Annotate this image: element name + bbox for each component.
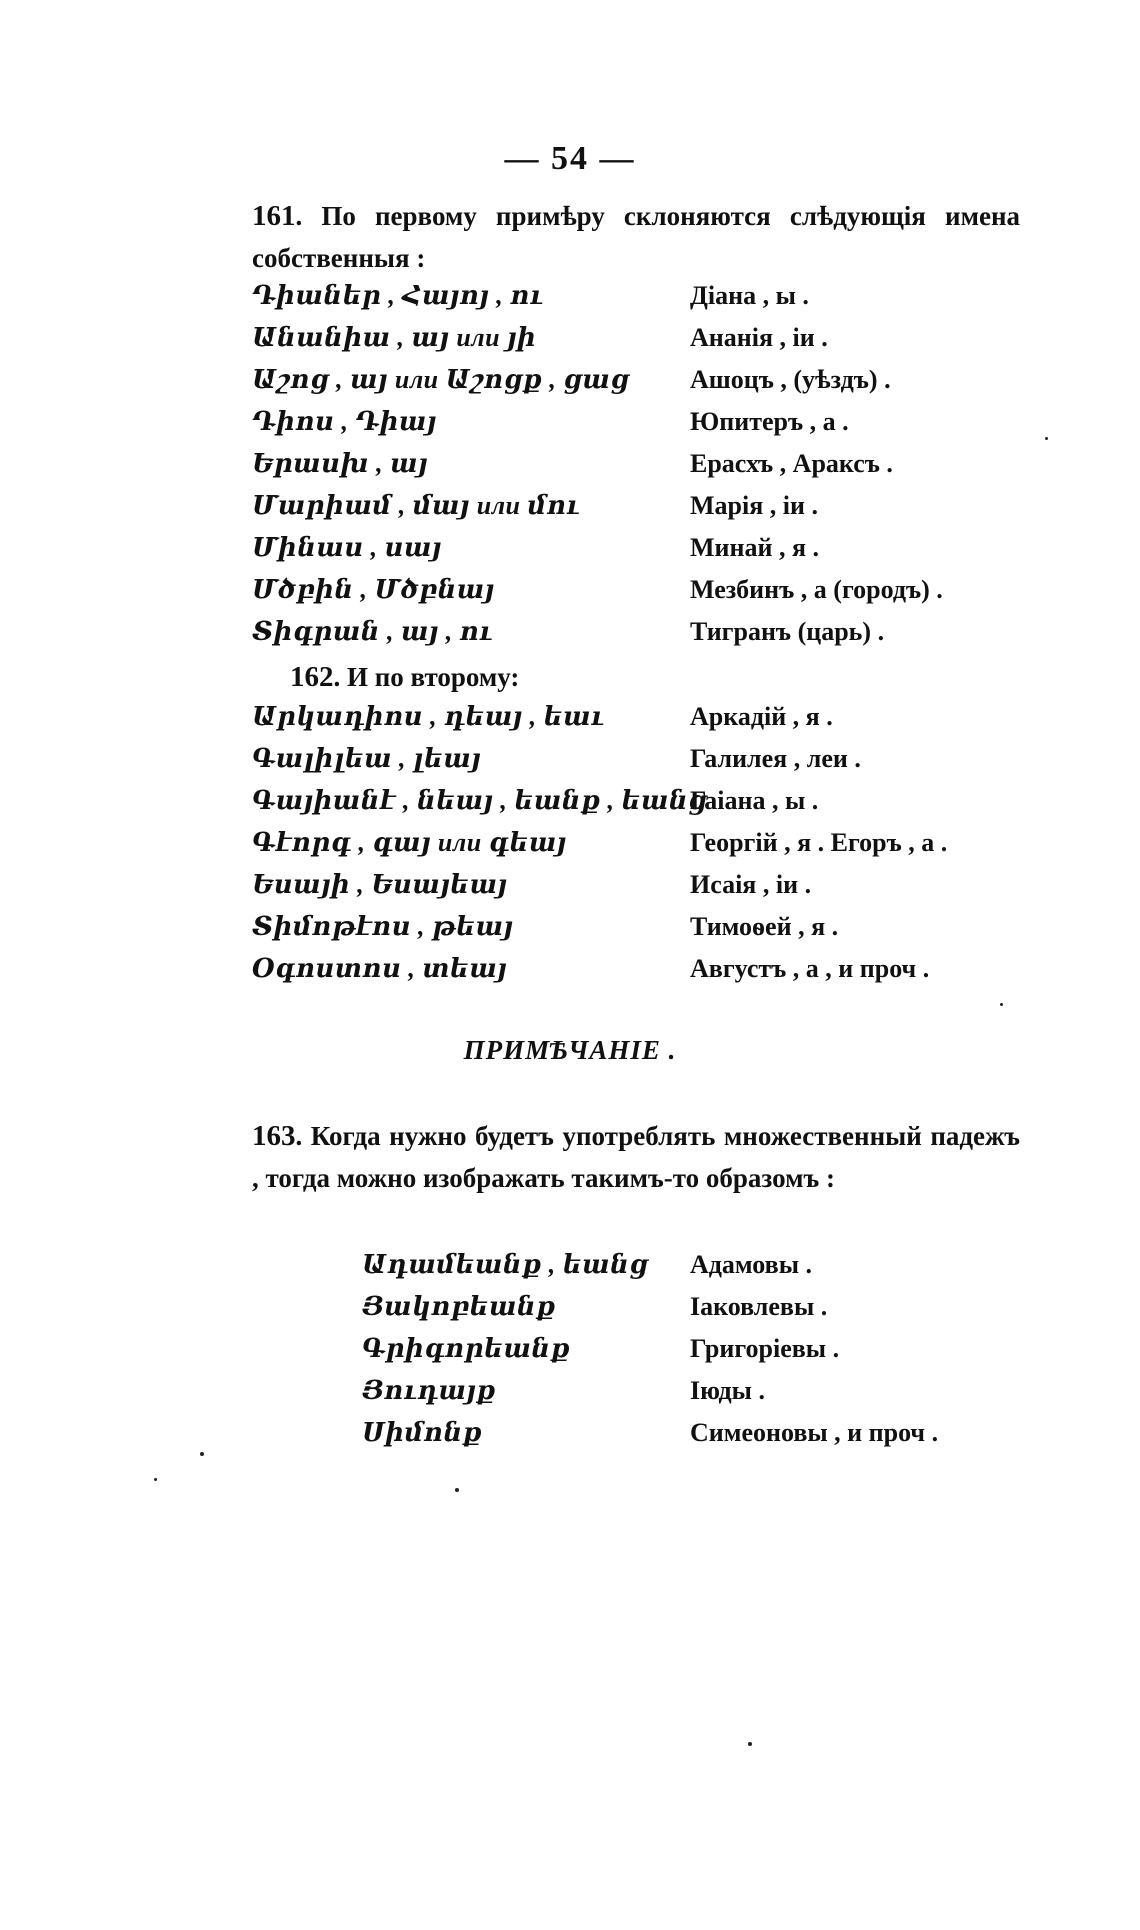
section-heading: ПРИМѢЧАНІЕ . [463,1035,677,1065]
armenian-name: Մինաս , սայ [252,533,442,562]
paragraph-text: . И по второму: [333,662,520,692]
russian-name: Тигранъ (царь) . [690,617,885,646]
russian-name: Іаковлевы . [690,1292,828,1321]
armenian-name: Մծբին , Մծբնայ [252,575,495,604]
armenian-name: Մարիամ , մայ или մու [252,491,580,520]
armenian-name: Յուդայք [362,1376,496,1405]
paragraph-number: 162 [290,661,334,693]
russian-name: Григоріевы . [690,1334,840,1363]
armenian-name: Յակոբեանք [362,1292,556,1321]
page-number: — 54 — [504,140,636,177]
armenian-name: Անանիա , այ или յի [252,323,537,352]
armenian-name: Ադամեանք , եանց [362,1250,649,1279]
armenian-name: Գէորգ , գայ или գեայ [252,828,567,857]
print-speck [200,1452,204,1456]
armenian-name: Տիգրան , այ , ու [252,617,493,646]
russian-name: Ашоцъ , (уѣздъ) . [690,365,891,394]
russian-name: Адамовы . [690,1250,812,1279]
armenian-name: Գայիանէ , նեայ , եանք , եանց [252,786,708,815]
armenian-name: Երասխ , այ [252,449,428,478]
russian-name: Юпитеръ , а . [690,407,849,436]
russian-name: Гаіана , ы . [690,786,819,815]
armenian-name: Արկադիոս , դեայ , եաւ [252,702,605,731]
russian-name: Ананія , іи . [690,323,828,352]
print-speck [1045,437,1048,440]
russian-name: Аркадій , я . [690,702,833,731]
armenian-name: Աշոց , այ или Աշոցք , ցաց [252,365,630,394]
armenian-name: Օգոստոս , տեայ [252,954,508,983]
russian-name: Августъ , а , и проч . [690,954,930,983]
armenian-name: Դիաներ , Հայոյ , ու [252,281,544,310]
paragraph-text: . По первому примѣру склоняются слѣдующія имена собственныя : [252,201,1020,273]
print-speck [748,1742,752,1746]
armenian-name: Սիմոնք [362,1418,483,1447]
paragraph-number: 163 [252,1120,296,1152]
armenian-name: Գալիլեա , լեայ [252,744,482,773]
armenian-name: Եսայի , Եսայեայ [252,870,508,899]
paragraph-163 [252,1115,1020,1199]
russian-name: Ерасхъ , Араксъ . [690,449,893,478]
paragraph-162 [290,661,519,694]
russian-name: Іюды . [690,1376,765,1405]
armenian-name: Դիոս , Դիայ [252,407,437,436]
print-speck [455,1488,459,1492]
print-speck [154,1478,157,1481]
armenian-name: Գրիգորեանք [362,1334,571,1363]
paragraph-number: 161 [252,200,296,232]
russian-name: Исаія , іи . [690,870,812,899]
print-speck [1000,1003,1003,1006]
russian-name: Тимоѳей , я . [690,912,839,941]
russian-name: Діана , ы . [690,281,809,310]
russian-name: Георгій , я . Егоръ , а . [690,828,948,857]
armenian-name: Տիմոթէոս , թեայ [252,912,514,941]
russian-name: Галилея , леи . [690,744,861,773]
russian-name: Минай , я . [690,533,820,562]
paragraph-161 [252,195,1020,279]
russian-name: Мезбинъ , а (городъ) . [690,575,943,604]
russian-name: Марія , іи . [690,491,818,520]
paragraph-text: . Когда нужно будетъ употреблять множественный падежъ , тогда можно изображать такимъ-то образомъ : [252,1121,1020,1193]
russian-name: Симеоновы , и проч . [690,1418,939,1447]
